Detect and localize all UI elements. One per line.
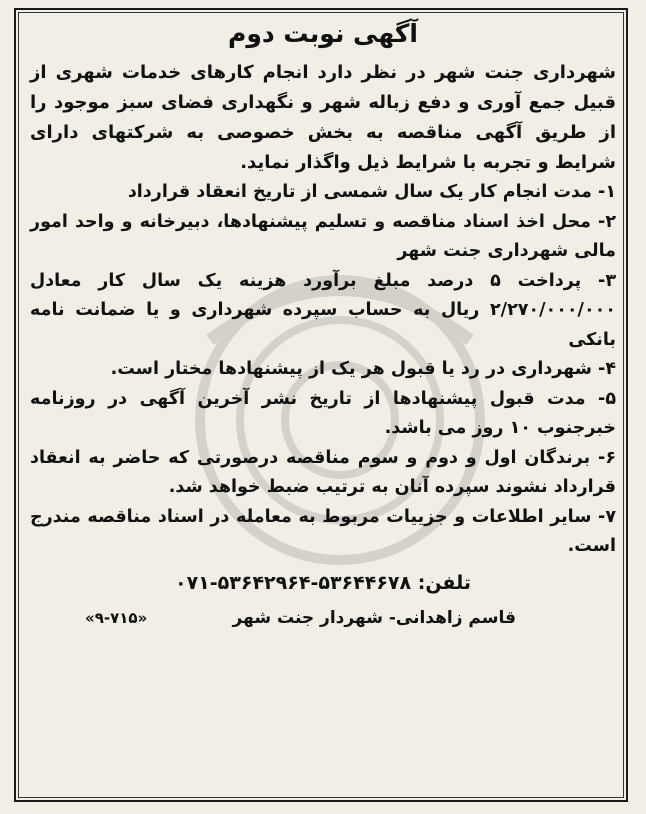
- notice-title: آگهی نوبت دوم: [228, 19, 418, 48]
- condition-5: ۵- مدت قبول پیشنهادها از تاریخ نشر آخرین آگهی در روزنامه خبرجنوب ۱۰ روز می باشد.: [30, 388, 616, 438]
- condition-6: ۶- برندگان اول و دوم و سوم مناقصه درصورتی که حاضر به انعقاد قرارداد نشوند سپرده آنان به ترتیب ضبط خواهد شد.: [30, 447, 616, 497]
- condition-7: ۷- سایر اطلاعات و جزییات مربوط به معامله در اسناد مناقصه مندرج است.: [30, 506, 616, 556]
- signature: قاسم زاهدانی- شهردار جنت شهر: [232, 607, 516, 628]
- condition-1: ۱- مدت انجام کار یک سال شمسی از تاریخ انعقاد قرارداد: [127, 182, 616, 202]
- condition-2: ۲- محل اخذ اسناد مناقصه و تسلیم پیشنهادها، دبیرخانه و واحد امور مالی شهرداری جنت شهر: [30, 211, 616, 261]
- notice-body: [30, 14, 616, 636]
- notice-code: «۹-۷۱۵»: [85, 608, 148, 627]
- condition-4: ۴- شهرداری در رد یا قبول هر یک از پیشنهادها مختار است.: [110, 359, 616, 379]
- notice-intro: شهرداری جنت شهر در نظر دارد انجام کارهای خدمات شهری از قبیل جمع آوری و دفع زباله شهر و نگهداری فضای سبز موجود را از طریق آگهی مناقصه به بخش خصوصی به شرکتهای دارای شرایط و تجربه با شرایط ذیل واگذار نماید.: [30, 62, 616, 173]
- notice-footer: [30, 600, 616, 636]
- phone-numbers: تلفن: ۵۳۶۴۴۶۷۸-۵۳۶۴۲۹۶۴-۰۷۱: [174, 571, 472, 594]
- condition-3: ۳- پرداخت ۵ درصد مبلغ برآورد هزینه یک سال کار معادل ۲/۲۷۰/۰۰۰/۰۰۰ ریال به حساب سپرده شهرداری و یا ضمانت نامه بانکی: [30, 270, 616, 350]
